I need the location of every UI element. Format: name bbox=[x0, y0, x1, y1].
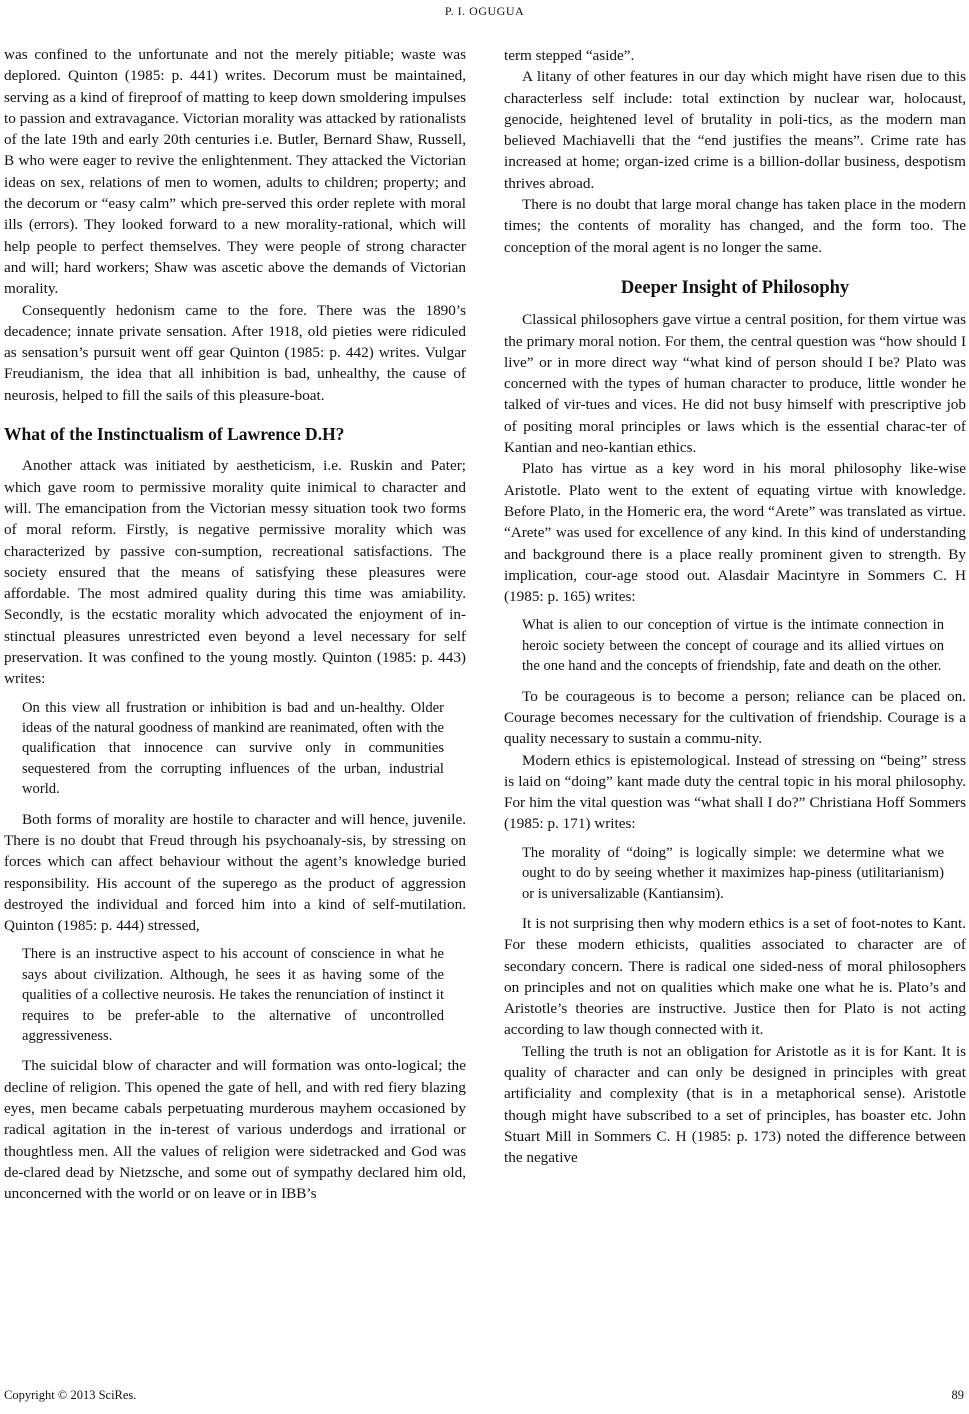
paragraph: was confined to the unfortunate and not the merely pitiable; waste was deplored. Quinton (1985: p. 441) writes. Decorum must be maintained, serving as a kind of fireproof of matting to keep down smoldering impulses to passion and extravagance. Victorian morality was attacked by rationalists of the late 19th and early 20th centuries i.e. Butler, Bernard Shaw, Russell, B who were eager to revive the enlightenment. They attacked the Victorian ideas on sex, relations of men to women, adults to children; property; and the decorum or “easy calm” which pre-served this order replete with moral ills (errors). They looked forward to a new morality-rational, which will help people to perfect themselves. They were people of strong character and will; hard workers; Shaw was ascetic above the demands of Victorian morality. bbox=[4, 46, 466, 298]
section-heading: Deeper Insight of Philosophy bbox=[620, 277, 850, 298]
paragraph: Telling the truth is not an obligation for Aristotle as it is for Kant. It is quality of character and can only be designed in principles with great artificiality and complexity (that is in a metaphorical sense). Aristotle though might have subscribed to a set of principles, has boaster etc. John Stuart Mill in Sommers C. H (1985: p. 173) noted the difference between the negative bbox=[504, 1042, 966, 1167]
block-quote: The morality of “doing” is logically simple: we determine what we ought to do by seeing whether it maximizes hap-piness (utilitarianism) or is universalizable (Kantiansim). bbox=[522, 844, 944, 902]
copyright-notice: Copyright © 2013 SciRes. bbox=[4, 1388, 137, 1402]
paragraph: Another attack was initiated by aestheticism, i.e. Ruskin and Pater; which gave room to permissive morality quite inimical to character and will. The emancipation from the Victorian messy situation took two forms of moral reform. Firstly, is negative permissive morality which was characterized by passive con-sumption, recreational satisfactions. The society ensured that the means of satisfying these pleasures were affordable. The most admired quality during this time was amiability. Secondly, is the ecstatic morality which advocated the enjoyment of in-stinctual pleasures unrestricted even beyond a level necessary for self preservation. It was confined to the young mostly. Quinton (1985: p. 443) writes: bbox=[4, 457, 466, 688]
running-head: P. I. OGUGUA bbox=[444, 4, 525, 18]
block-quote: There is an instructive aspect to his account of conscience in what he says about civilization. Although, he sees it as having some of the qualities of a collective neurosis. He takes the renunciation of instinct it requires to be prefer-able to the alternative of uncontrolled aggressiveness. bbox=[22, 946, 444, 1045]
left-column bbox=[4, 44, 466, 1205]
paragraph: Plato has virtue as a key word in his moral philosophy like-wise Aristotle. Plato went to the extent of equating virtue with knowledge. Before Plato, in the Homeric era, the word “Arete” was translated as virtue. “Arete” was used for excellence of any kind. In this kind of understanding and background there is a place really prominent given to strength. By implication, cour-age stood out. Alasdair Macintyre in Sommers C. H (1985: p. 165) writes: bbox=[504, 460, 966, 606]
paragraph: A litany of other features in our day which might have risen due to this characterless self include: total extinction by nuclear war, holocaust, genocide, heightened level of brutality in poli-tics, as the modern man believed Machiavelli that the “end justifies the means”. Crime rate has increased at home; organ-ized crime is a billion-dollar business, despotism thrives abroad. bbox=[504, 68, 966, 192]
block-quote: What is alien to our conception of virtue is the intimate connection in heroic society between the concept of courage and its allied virtues on the one hand and the concepts of friendship, fate and death on the other. bbox=[522, 617, 944, 675]
block-quote: On this view all frustration or inhibition is bad and un-healthy. Older ideas of the natural goodness of mankind are reanimated, often with the qualification that innocence can survive only in communities sequestered from the corrupting influences of the urban, industrial world. bbox=[22, 699, 444, 798]
paragraph: To be courageous is to become a person; reliance can be placed on. Courage becomes necessary for the cultivation of friendship. Courage is a quality necessary to sustain a commu-nity. bbox=[504, 687, 966, 748]
paragraph: Consequently hedonism came to the fore. There was the 1890’s decadence; innate private sensation. After 1918, old pieties were ridiculed as sensation’s pursuit went off gear Quinton (1985: p. 442) writes. Vulgar Freudianism, the idea that all inhibition is bad, unhealthy, the cause of neurosis, helped to fill the sails of this pleasure-boat. bbox=[4, 301, 466, 404]
right-column bbox=[504, 45, 966, 1169]
paragraph: Modern ethics is epistemological. Instead of stressing on “being” stress is laid on “doing” kant made duty the central topic in his moral philosophy. For him the vital question was “what shall I do?” Christiana Hoff Sommers (1985: p. 171) writes: bbox=[504, 751, 966, 833]
paragraph: It is not surprising then why modern ethics is a set of foot-notes to Kant. For these modern ethicists, qualities associated to character are of secondary concern. There is radical one sided-ness of moral philosophers on principles and not on qualities which make one what he is. Plato’s and Aristotle’s theories are instructive. Justice then for Plato is not acting according to law though connected with it. bbox=[504, 914, 966, 1039]
paragraph: The suicidal blow of character and will formation was onto-logical; the decline of religion. This opened the gate of hell, and with red fiery blazing eyes, men became cabals perpetuating murderous mayhem occasioned by radical agitation in the in-terest of various underdogs and irrational or thoughtless men. All the values of religion were sidetracked and God was de-clared dead by Nietzsche, and some out of sympathy declared him old, unconcerned with the world or on leave or in IBB’s bbox=[4, 1057, 466, 1203]
section-heading: What of the Instinctualism of Lawrence D.H? bbox=[4, 424, 345, 445]
paragraph: There is no doubt that large moral change has taken place in the modern times; the contents of morality has changed, and the form too. The conception of the moral agent is no longer the same. bbox=[504, 196, 966, 256]
paragraph: term stepped “aside”. bbox=[504, 47, 635, 64]
paragraph: Both forms of morality are hostile to character and will hence, juvenile. There is no doubt that Freud through his psychoanaly-sis, by stressing on forces which can affect behaviour without the agent’s knowledge buried responsibility. His account of the superego as the product of aggression destroyed the individual and forced him into a kind of self-mutilation. Quinton (1985: p. 444) stressed, bbox=[4, 810, 466, 935]
paragraph: Classical philosophers gave virtue a central position, for them virtue was the primary moral notion. For them, the central question was “how should I live” or in more direct way “what kind of person should I be? Plato was concerned with the types of human character to produce, little wonder he talked of vir-tues and vices. He did not busy himself with prescriptive job of positing moral principles or laws which is the essential charac-ter of Kantian and neo-kantian ethics. bbox=[504, 311, 966, 457]
page-number: 89 bbox=[951, 1388, 964, 1402]
